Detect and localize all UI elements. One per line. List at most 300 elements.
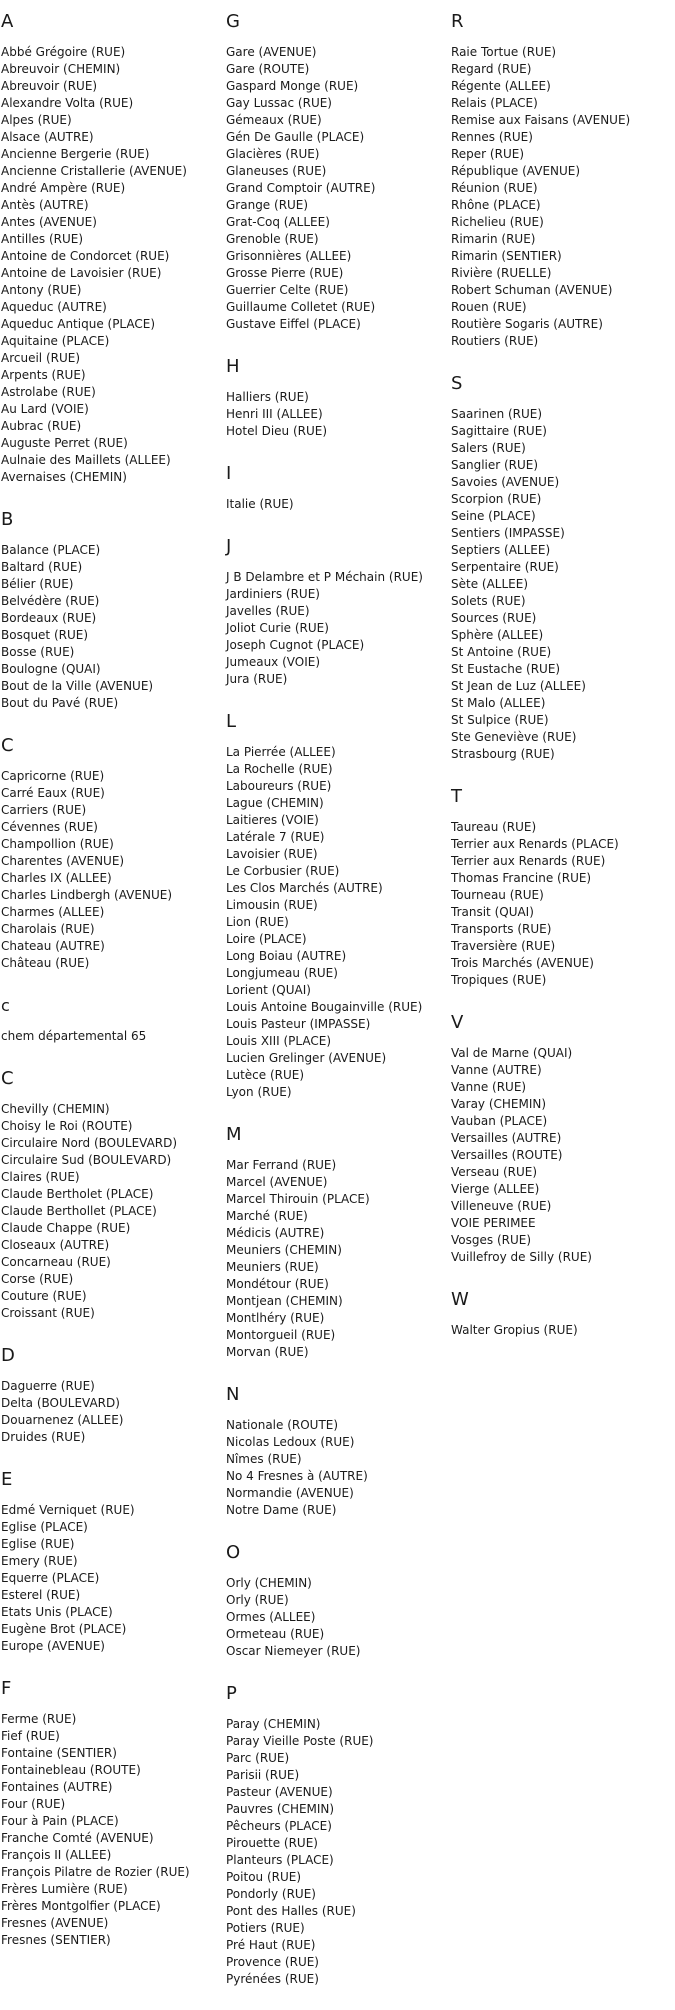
street-link[interactable]: Réunion (RUE)	[451, 181, 538, 195]
street-link[interactable]: Orly (RUE)	[226, 1593, 289, 1607]
street-list	[1, 542, 223, 712]
street-link[interactable]: Italie (RUE)	[226, 497, 294, 511]
street-link[interactable]: Capricorne (RUE)	[1, 769, 105, 783]
street-link[interactable]: Normandie (AVENUE)	[226, 1486, 354, 1500]
street-link[interactable]: Loire (PLACE)	[226, 932, 307, 946]
street-link[interactable]: Eglise (RUE)	[1, 1537, 75, 1551]
index-column-1	[1, 10, 223, 1971]
street-link[interactable]: Raie Tortue (RUE)	[451, 45, 557, 59]
street-list	[226, 744, 448, 1101]
street-link[interactable]: Sources (RUE)	[451, 611, 537, 625]
street-link[interactable]: Montjean (CHEMIN)	[226, 1294, 343, 1308]
street-link[interactable]: Vierge (ALLEE)	[451, 1182, 540, 1196]
street-link[interactable]: Ormes (ALLEE)	[226, 1610, 316, 1624]
street-link[interactable]: VOIE PERIMEE	[451, 1216, 536, 1230]
street-list	[1, 1502, 223, 1655]
street-link[interactable]: St Sulpice (RUE)	[451, 713, 549, 727]
street-link[interactable]: Seine (PLACE)	[451, 509, 536, 523]
street-link[interactable]: Relais (PLACE)	[451, 96, 538, 110]
street-link[interactable]: Franche Comté (AVENUE)	[1, 1831, 154, 1845]
street-link[interactable]: Delta (BOULEVARD)	[1, 1396, 120, 1410]
section-letter-heading: N	[226, 1384, 240, 1405]
street-link[interactable]: Poitou (RUE)	[226, 1870, 302, 1884]
section-letter-heading: I	[226, 463, 232, 484]
street-link[interactable]: chem départemental 65	[1, 1029, 147, 1043]
street-link[interactable]: Latérale 7 (RUE)	[226, 830, 325, 844]
street-link[interactable]: Javelles (RUE)	[226, 604, 310, 618]
street-link[interactable]: La Rochelle (RUE)	[226, 762, 333, 776]
street-link[interactable]: Saarinen (RUE)	[451, 407, 543, 421]
street-link[interactable]: Versailles (AUTRE)	[451, 1131, 562, 1145]
street-link[interactable]: Frères Lumière (RUE)	[1, 1882, 128, 1896]
street-link[interactable]: Marché (RUE)	[226, 1209, 308, 1223]
street-link[interactable]: Esterel (RUE)	[1, 1588, 81, 1602]
street-link[interactable]: Edmé Verniquet (RUE)	[1, 1503, 135, 1517]
street-link[interactable]: Cévennes (RUE)	[1, 820, 98, 834]
street-link[interactable]: Belvédère (RUE)	[1, 594, 100, 608]
street-link[interactable]: Mondétour (RUE)	[226, 1277, 329, 1291]
street-link[interactable]: Europe (AVENUE)	[1, 1639, 105, 1653]
street-link[interactable]: Pyrénées (RUE)	[226, 1972, 319, 1986]
street-list	[1, 1101, 223, 1322]
street-link[interactable]: Long Boiau (AUTRE)	[226, 949, 347, 963]
street-link[interactable]: Claude Berthollet (PLACE)	[1, 1204, 157, 1218]
street-link[interactable]: Aqueduc (AUTRE)	[1, 300, 107, 314]
street-link[interactable]: Four (RUE)	[1, 1797, 66, 1811]
street-link[interactable]: Nationale (ROUTE)	[226, 1418, 339, 1432]
street-list	[451, 44, 673, 350]
street-link[interactable]: Abreuvoir (RUE)	[1, 79, 98, 93]
section-letter-heading: P	[226, 1683, 237, 1704]
street-link[interactable]: Couture (RUE)	[1, 1289, 87, 1303]
street-link[interactable]: Salers (RUE)	[451, 441, 526, 455]
street-link[interactable]: Aulnaie des Maillets (ALLEE)	[1, 453, 171, 467]
street-link[interactable]: Joseph Cugnot (PLACE)	[226, 638, 365, 652]
street-link[interactable]: Claude Bertholet (PLACE)	[1, 1187, 154, 1201]
letter-section	[1, 508, 223, 712]
street-link[interactable]: Trois Marchés (AVENUE)	[451, 956, 594, 970]
street-link[interactable]: Sète (ALLEE)	[451, 577, 529, 591]
street-link[interactable]: Louis Antoine Bougainville (RUE)	[226, 1000, 423, 1014]
street-list	[1, 44, 223, 486]
street-link[interactable]: Equerre (PLACE)	[1, 1571, 100, 1585]
street-link[interactable]: Eugène Brot (PLACE)	[1, 1622, 127, 1636]
street-link[interactable]: Limousin (RUE)	[226, 898, 318, 912]
street-link[interactable]: Ste Geneviève (RUE)	[451, 730, 577, 744]
letter-section	[1, 1344, 223, 1446]
section-letter-heading: L	[226, 711, 237, 732]
street-link[interactable]: Chateau (AUTRE)	[1, 939, 105, 953]
street-link[interactable]: Meuniers (CHEMIN)	[226, 1243, 342, 1257]
street-link[interactable]: Lavoisier (RUE)	[226, 847, 318, 861]
street-link[interactable]: Gaspard Monge (RUE)	[226, 79, 359, 93]
street-link[interactable]: Balance (PLACE)	[1, 543, 101, 557]
street-link[interactable]: Frères Montgolfier (PLACE)	[1, 1899, 161, 1913]
street-link[interactable]: St Antoine (RUE)	[451, 645, 552, 659]
letter-section	[226, 1383, 448, 1519]
street-link[interactable]: Vuillefroy de Silly (RUE)	[451, 1250, 592, 1264]
letter-section	[451, 1288, 673, 1339]
street-link[interactable]: Bordeaux (RUE)	[1, 611, 97, 625]
street-link[interactable]: Paray (CHEMIN)	[226, 1717, 321, 1731]
index-column-3	[451, 10, 673, 1361]
street-link[interactable]: Scorpion (RUE)	[451, 492, 542, 506]
street-list	[451, 1322, 673, 1339]
letter-section	[1, 1468, 223, 1655]
street-link[interactable]: Douarnenez (ALLEE)	[1, 1413, 124, 1427]
street-link[interactable]: Arpents (RUE)	[1, 368, 86, 382]
street-link[interactable]: Lyon (RUE)	[226, 1085, 292, 1099]
street-link[interactable]: Montorgueil (RUE)	[226, 1328, 336, 1342]
street-link[interactable]: St Jean de Luz (ALLEE)	[451, 679, 586, 693]
street-link[interactable]: Taureau (RUE)	[451, 820, 537, 834]
street-link[interactable]: Ancienne Cristallerie (AVENUE)	[1, 164, 187, 178]
street-link[interactable]: Gare (AVENUE)	[226, 45, 317, 59]
section-letter-heading: E	[1, 1469, 13, 1490]
street-link[interactable]: Régente (ALLEE)	[451, 79, 551, 93]
street-link[interactable]: Concarneau (RUE)	[1, 1255, 111, 1269]
street-link[interactable]: Rhône (PLACE)	[451, 198, 541, 212]
street-link[interactable]: Guillaume Colletet (RUE)	[226, 300, 376, 314]
street-link[interactable]: Marcel (AVENUE)	[226, 1175, 328, 1189]
letter-section	[1, 1067, 223, 1322]
street-link[interactable]: Antony (RUE)	[1, 283, 82, 297]
street-list	[451, 406, 673, 763]
street-link[interactable]: Claires (RUE)	[1, 1170, 80, 1184]
street-link[interactable]: Bosquet (RUE)	[1, 628, 89, 642]
street-link[interactable]: Robert Schuman (AVENUE)	[451, 283, 613, 297]
street-link[interactable]: Charentes (AVENUE)	[1, 854, 125, 868]
street-link[interactable]: Bélier (RUE)	[1, 577, 74, 591]
street-link[interactable]: Pont des Halles (RUE)	[226, 1904, 356, 1918]
street-link[interactable]: Jura (RUE)	[226, 672, 288, 686]
street-link[interactable]: Chevilly (CHEMIN)	[1, 1102, 110, 1116]
street-link[interactable]: Antilles (RUE)	[1, 232, 84, 246]
street-link[interactable]: Reper (RUE)	[451, 147, 524, 161]
street-link[interactable]: Remise aux Faisans (AVENUE)	[451, 113, 631, 127]
street-link[interactable]: Sanglier (RUE)	[451, 458, 539, 472]
street-link[interactable]: Orly (CHEMIN)	[226, 1576, 312, 1590]
street-link[interactable]: Jumeaux (VOIE)	[226, 655, 321, 669]
street-list	[1, 768, 223, 972]
section-letter-heading: B	[1, 509, 14, 530]
street-link[interactable]: Lorient (QUAI)	[226, 983, 311, 997]
letter-section	[451, 785, 673, 989]
letter-section	[1, 1677, 223, 1949]
street-link[interactable]: Regard (RUE)	[451, 62, 532, 76]
street-link[interactable]: Aqueduc Antique (PLACE)	[1, 317, 156, 331]
street-link[interactable]: Notre Dame (RUE)	[226, 1503, 337, 1517]
street-link[interactable]: Champollion (RUE)	[1, 837, 114, 851]
street-link[interactable]: Hotel Dieu (RUE)	[226, 424, 328, 438]
street-link[interactable]: Louis Pasteur (IMPASSE)	[226, 1017, 371, 1031]
street-link[interactable]: Ancienne Bergerie (RUE)	[1, 147, 150, 161]
street-link[interactable]: Pasteur (AVENUE)	[226, 1785, 333, 1799]
street-link[interactable]: Lucien Grelinger (AVENUE)	[226, 1051, 387, 1065]
street-link[interactable]: Aquitaine (PLACE)	[1, 334, 110, 348]
street-link[interactable]: Mar Ferrand (RUE)	[226, 1158, 337, 1172]
street-link[interactable]: Grange (RUE)	[226, 198, 309, 212]
street-link[interactable]: Four à Pain (PLACE)	[1, 1814, 119, 1828]
street-link[interactable]: Lague (CHEMIN)	[226, 796, 324, 810]
street-link[interactable]: Versailles (ROUTE)	[451, 1148, 563, 1162]
street-link[interactable]: Antoine de Lavoisier (RUE)	[1, 266, 162, 280]
street-link[interactable]: Planteurs (PLACE)	[226, 1853, 334, 1867]
section-letter-heading: c	[1, 996, 10, 1015]
street-link[interactable]: Sagittaire (RUE)	[451, 424, 547, 438]
section-letter-heading: A	[1, 11, 14, 32]
section-letter-heading: J	[226, 536, 232, 557]
street-list	[226, 569, 448, 688]
street-link[interactable]: Grosse Pierre (RUE)	[226, 266, 344, 280]
street-link[interactable]: Château (RUE)	[1, 956, 90, 970]
street-link[interactable]: République (AVENUE)	[451, 164, 581, 178]
street-link[interactable]: Jardiniers (RUE)	[226, 587, 320, 601]
street-link[interactable]: Gémeaux (RUE)	[226, 113, 322, 127]
street-link[interactable]: Rimarin (RUE)	[451, 232, 536, 246]
street-link[interactable]: Transit (QUAI)	[451, 905, 534, 919]
street-list	[226, 1157, 448, 1361]
street-link[interactable]: Sentiers (IMPASSE)	[451, 526, 565, 540]
section-letter-heading: S	[451, 373, 463, 394]
street-link[interactable]: Baltard (RUE)	[1, 560, 83, 574]
street-link[interactable]: J B Delambre et P Méchain (RUE)	[226, 570, 423, 584]
street-link[interactable]: Solets (RUE)	[451, 594, 526, 608]
street-link[interactable]: Le Corbusier (RUE)	[226, 864, 340, 878]
street-link[interactable]: Charmes (ALLEE)	[1, 905, 105, 919]
street-link[interactable]: Ormeteau (RUE)	[226, 1627, 325, 1641]
street-link[interactable]: Aubrac (RUE)	[1, 419, 82, 433]
street-link[interactable]: Emery (RUE)	[1, 1554, 78, 1568]
street-link[interactable]: Fontaine (SENTIER)	[1, 1746, 117, 1760]
street-link[interactable]: Charolais (RUE)	[1, 922, 95, 936]
street-link[interactable]: Gay Lussac (RUE)	[226, 96, 332, 110]
street-link[interactable]: Paray Vieille Poste (RUE)	[226, 1734, 374, 1748]
street-link[interactable]: Abbé Grégoire (RUE)	[1, 45, 126, 59]
street-link[interactable]: Glacières (RUE)	[226, 147, 320, 161]
street-link[interactable]: Avernaises (CHEMIN)	[1, 470, 127, 484]
street-link[interactable]: Henri III (ALLEE)	[226, 407, 323, 421]
street-link[interactable]: Charles Lindbergh (AVENUE)	[1, 888, 172, 902]
street-link[interactable]: Longjumeau (RUE)	[226, 966, 338, 980]
street-link[interactable]: Pirouette (RUE)	[226, 1836, 318, 1850]
street-link[interactable]: Les Clos Marchés (AUTRE)	[226, 881, 383, 895]
street-link[interactable]: Boulogne (QUAI)	[1, 662, 101, 676]
street-link[interactable]: Septiers (ALLEE)	[451, 543, 551, 557]
section-letter-heading: G	[226, 11, 240, 32]
street-link[interactable]: Glaneuses (RUE)	[226, 164, 327, 178]
letter-section	[226, 1123, 448, 1361]
street-link[interactable]: Croissant (RUE)	[1, 1306, 95, 1320]
street-link[interactable]: Halliers (RUE)	[226, 390, 309, 404]
street-link[interactable]: Charles IX (ALLEE)	[1, 871, 112, 885]
street-link[interactable]: Vauban (PLACE)	[451, 1114, 548, 1128]
street-list	[226, 1417, 448, 1519]
street-link[interactable]: Rennes (RUE)	[451, 130, 533, 144]
street-link[interactable]: Gustave Eiffel (PLACE)	[226, 317, 361, 331]
street-link[interactable]: Routiers (RUE)	[451, 334, 539, 348]
street-link[interactable]: Laboureurs (RUE)	[226, 779, 332, 793]
section-letter-heading: H	[226, 356, 240, 377]
section-letter-heading: D	[1, 1345, 15, 1366]
section-letter-heading: O	[226, 1542, 241, 1563]
street-link[interactable]: Eglise (PLACE)	[1, 1520, 88, 1534]
street-link[interactable]: Circulaire Nord (BOULEVARD)	[1, 1136, 178, 1150]
street-link[interactable]: Nicolas Ledoux (RUE)	[226, 1435, 355, 1449]
street-link[interactable]: Sphère (ALLEE)	[451, 628, 544, 642]
street-link[interactable]: Villeneuve (RUE)	[451, 1199, 552, 1213]
street-link[interactable]: Pêcheurs (PLACE)	[226, 1819, 332, 1833]
street-link[interactable]: Tropiques (RUE)	[451, 973, 547, 987]
street-link[interactable]: La Pierrée (ALLEE)	[226, 745, 336, 759]
letter-section	[226, 462, 448, 513]
street-link[interactable]: Louis XIII (PLACE)	[226, 1034, 331, 1048]
street-link[interactable]: Rimarin (SENTIER)	[451, 249, 562, 263]
street-link[interactable]: Rivière (RUELLE)	[451, 266, 552, 280]
street-link[interactable]: Laitieres (VOIE)	[226, 813, 319, 827]
street-link[interactable]: Vosges (RUE)	[451, 1233, 532, 1247]
street-link[interactable]: Parc (RUE)	[226, 1751, 290, 1765]
street-link[interactable]: François Pilatre de Rozier (RUE)	[1, 1865, 190, 1879]
letter-section	[226, 10, 448, 333]
section-letter-heading: C	[1, 1068, 14, 1089]
street-link[interactable]: Terrier aux Renards (RUE)	[451, 854, 606, 868]
street-link[interactable]: Fresnes (AVENUE)	[1, 1916, 109, 1930]
street-link[interactable]: Druides (RUE)	[1, 1430, 86, 1444]
street-list	[451, 819, 673, 989]
street-link[interactable]: François II (ALLEE)	[1, 1848, 112, 1862]
street-link[interactable]: Fontaines (AUTRE)	[1, 1780, 113, 1794]
street-link[interactable]: Alexandre Volta (RUE)	[1, 96, 134, 110]
street-link[interactable]: Bosse (RUE)	[1, 645, 75, 659]
street-link[interactable]: Alpes (RUE)	[1, 113, 72, 127]
street-link[interactable]: Thomas Francine (RUE)	[451, 871, 592, 885]
street-link[interactable]: Meuniers (RUE)	[226, 1260, 319, 1274]
street-list	[451, 1045, 673, 1266]
street-link[interactable]: Richelieu (RUE)	[451, 215, 544, 229]
street-link[interactable]: Antes (AVENUE)	[1, 215, 97, 229]
street-link[interactable]: Carriers (RUE)	[1, 803, 87, 817]
street-link[interactable]: Au Lard (VOIE)	[1, 402, 89, 416]
street-link[interactable]: Bout de la Ville (AVENUE)	[1, 679, 154, 693]
street-link[interactable]: Médicis (AUTRE)	[226, 1226, 325, 1240]
street-link[interactable]: Routière Sogaris (AUTRE)	[451, 317, 603, 331]
street-link[interactable]: Closeaux (AUTRE)	[1, 1238, 110, 1252]
section-letter-heading: C	[1, 735, 14, 756]
street-link[interactable]: No 4 Fresnes à (AUTRE)	[226, 1469, 368, 1483]
section-letter-heading: M	[226, 1124, 242, 1145]
section-letter-heading: W	[451, 1289, 469, 1310]
street-link[interactable]: Circulaire Sud (BOULEVARD)	[1, 1153, 172, 1167]
section-letter-heading: F	[1, 1678, 12, 1699]
street-link[interactable]: Fief (RUE)	[1, 1729, 60, 1743]
street-link[interactable]: Antoine de Condorcet (RUE)	[1, 249, 170, 263]
street-link[interactable]: Claude Chappe (RUE)	[1, 1221, 131, 1235]
street-link[interactable]: Abreuvoir (CHEMIN)	[1, 62, 121, 76]
street-link[interactable]: Carré Eaux (RUE)	[1, 786, 105, 800]
street-link[interactable]: Choisy le Roi (ROUTE)	[1, 1119, 133, 1133]
street-link[interactable]: Pré Haut (RUE)	[226, 1938, 316, 1952]
street-link[interactable]: Potiers (RUE)	[226, 1921, 305, 1935]
street-list	[1, 1028, 223, 1045]
street-link[interactable]: Fontainebleau (ROUTE)	[1, 1763, 141, 1777]
street-link[interactable]: Ferme (RUE)	[1, 1712, 77, 1726]
street-link[interactable]: Lion (RUE)	[226, 915, 289, 929]
street-link[interactable]: Vanne (AUTRE)	[451, 1063, 542, 1077]
street-link[interactable]: Serpentaire (RUE)	[451, 560, 559, 574]
letter-section	[226, 535, 448, 688]
street-link[interactable]: Varay (CHEMIN)	[451, 1097, 547, 1111]
street-link[interactable]: Fresnes (SENTIER)	[1, 1933, 111, 1947]
street-link[interactable]: Daguerre (RUE)	[1, 1379, 95, 1393]
street-link[interactable]: Terrier aux Renards (PLACE)	[451, 837, 619, 851]
street-link[interactable]: Alsace (AUTRE)	[1, 130, 94, 144]
street-link[interactable]: Antès (AUTRE)	[1, 198, 89, 212]
street-link[interactable]: Grand Comptoir (AUTRE)	[226, 181, 376, 195]
letter-section	[226, 355, 448, 440]
street-link[interactable]: Montlhéry (RUE)	[226, 1311, 325, 1325]
letter-section	[226, 1682, 448, 1988]
street-link[interactable]: Etats Unis (PLACE)	[1, 1605, 113, 1619]
street-link[interactable]: Tourneau (RUE)	[451, 888, 544, 902]
street-link[interactable]: Parisii (RUE)	[226, 1768, 300, 1782]
street-link[interactable]: St Eustache (RUE)	[451, 662, 561, 676]
street-list	[226, 44, 448, 333]
street-list	[1, 1378, 223, 1446]
street-link[interactable]: Transports (RUE)	[451, 922, 552, 936]
street-link[interactable]: Joliot Curie (RUE)	[226, 621, 329, 635]
street-link[interactable]: Val de Marne (QUAI)	[451, 1046, 573, 1060]
letter-section	[451, 1011, 673, 1266]
street-link[interactable]: Grisonnières (ALLEE)	[226, 249, 352, 263]
street-link[interactable]: Auguste Perret (RUE)	[1, 436, 128, 450]
street-link[interactable]: Bout du Pavé (RUE)	[1, 696, 119, 710]
street-link[interactable]: Morvan (RUE)	[226, 1345, 309, 1359]
street-link[interactable]: Oscar Niemeyer (RUE)	[226, 1644, 361, 1658]
street-link[interactable]: Grenoble (RUE)	[226, 232, 319, 246]
street-link[interactable]: Lutèce (RUE)	[226, 1068, 305, 1082]
index-column-2	[226, 10, 448, 2010]
street-link[interactable]: Marcel Thirouin (PLACE)	[226, 1192, 370, 1206]
street-link[interactable]: Provence (RUE)	[226, 1955, 319, 1969]
street-list	[226, 389, 448, 440]
section-letter-heading: V	[451, 1012, 464, 1033]
street-link[interactable]: Walter Gropius (RUE)	[451, 1323, 578, 1337]
street-link[interactable]: Verseau (RUE)	[451, 1165, 538, 1179]
street-list	[1, 1711, 223, 1949]
street-link[interactable]: Strasbourg (RUE)	[451, 747, 555, 761]
street-link[interactable]: Nîmes (RUE)	[226, 1452, 302, 1466]
street-link[interactable]: Pauvres (CHEMIN)	[226, 1802, 335, 1816]
street-link[interactable]: Traversière (RUE)	[451, 939, 556, 953]
street-link[interactable]: André Ampère (RUE)	[1, 181, 126, 195]
street-link[interactable]: St Malo (ALLEE)	[451, 696, 546, 710]
street-link[interactable]: Savoies (AVENUE)	[451, 475, 560, 489]
street-link[interactable]: Gén De Gaulle (PLACE)	[226, 130, 365, 144]
street-link[interactable]: Gare (ROUTE)	[226, 62, 310, 76]
street-link[interactable]: Rouen (RUE)	[451, 300, 527, 314]
street-link[interactable]: Grat-Coq (ALLEE)	[226, 215, 330, 229]
street-link[interactable]: Corse (RUE)	[1, 1272, 74, 1286]
street-link[interactable]: Guerrier Celte (RUE)	[226, 283, 349, 297]
letter-section	[226, 1541, 448, 1660]
street-link[interactable]: Vanne (RUE)	[451, 1080, 527, 1094]
letter-section	[1, 10, 223, 486]
street-link[interactable]: Arcueil (RUE)	[1, 351, 81, 365]
street-link[interactable]: Pondorly (RUE)	[226, 1887, 316, 1901]
street-link[interactable]: Astrolabe (RUE)	[1, 385, 96, 399]
section-letter-heading: R	[451, 11, 464, 32]
